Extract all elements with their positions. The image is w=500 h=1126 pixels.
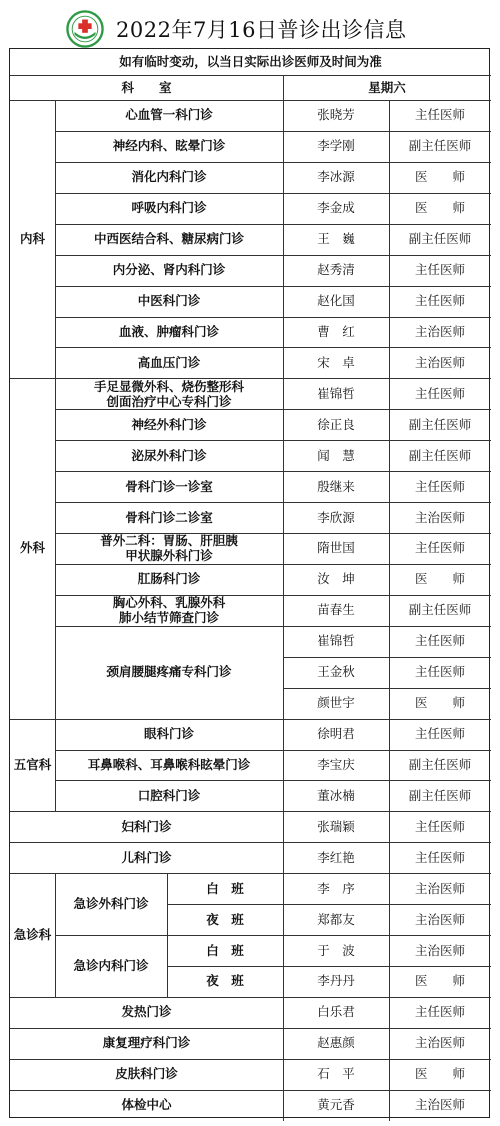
clinic-name: 急诊内科门诊: [73, 958, 149, 974]
clinic-name: 中医科门诊: [137, 293, 201, 309]
clinic-name: 颈肩腰腿疼痛专科门诊: [106, 664, 232, 680]
doctor-name: 王 巍: [317, 231, 355, 247]
doctor-name: 赵惠颜: [317, 1035, 355, 1051]
doctor-title: 副主任医师: [408, 756, 472, 772]
column-divider: [283, 688, 284, 719]
doctor-title: 主任医师: [414, 849, 465, 865]
doctor-name: 隋世国: [317, 540, 355, 556]
column-divider: [389, 842, 390, 873]
column-divider: [283, 440, 284, 471]
column-divider: [283, 966, 284, 997]
column-divider: [283, 378, 284, 409]
doctor-name: 张瑞颖: [317, 818, 355, 834]
column-divider: [389, 440, 390, 471]
doctor-name: 汝 坤: [317, 571, 355, 587]
column-divider: [389, 347, 390, 378]
column-divider: [167, 904, 168, 935]
clinic-name: 急诊外科门诊: [73, 896, 149, 912]
clinic-name: 肛肠科门诊: [137, 571, 201, 587]
column-divider: [283, 626, 284, 657]
header-department: 科 室: [121, 79, 172, 95]
category-label: 急诊科: [13, 927, 52, 943]
doctor-title: 副主任医师: [408, 416, 472, 432]
column-divider: [283, 100, 284, 131]
doctor-name: 曹 红: [317, 323, 355, 339]
clinic-name: 康复理疗科门诊: [102, 1035, 191, 1051]
column-divider: [167, 873, 168, 904]
column-divider: [389, 255, 390, 286]
column-divider: [389, 224, 390, 255]
column-divider: [389, 873, 390, 904]
clinic-name: 血液、肿瘤科门诊: [118, 323, 219, 339]
column-divider: [389, 595, 390, 626]
doctor-name: 闻 慧: [317, 447, 355, 463]
column-divider: [389, 780, 390, 811]
column-divider: [283, 409, 284, 440]
column-divider: [283, 873, 284, 904]
column-divider: [283, 533, 284, 564]
doctor-name: 崔锦哲: [317, 385, 355, 401]
column-divider: [283, 657, 284, 688]
clinic-name: 消化内科门诊: [131, 169, 207, 185]
column-divider: [389, 688, 390, 719]
doctor-title: 主任医师: [414, 107, 465, 123]
hospital-logo-icon: [66, 10, 104, 48]
doctor-title: 医 师: [414, 973, 465, 989]
column-divider: [283, 131, 284, 162]
column-divider: [389, 626, 390, 657]
clinic-name: 胸心外科、乳腺外科 肺小结节筛查门诊: [112, 595, 226, 626]
column-divider: [389, 193, 390, 224]
doctor-title: 主任医师: [414, 1004, 465, 1020]
column-divider: [283, 347, 284, 378]
column-divider: [389, 162, 390, 193]
clinic-name: 儿科门诊: [121, 849, 172, 865]
column-divider: [389, 131, 390, 162]
column-divider: [283, 842, 284, 873]
doctor-title: 副主任医师: [408, 602, 472, 618]
doctor-title: 主治医师: [414, 942, 465, 958]
doctor-title: 主任医师: [414, 478, 465, 494]
doctor-title: 主治医师: [414, 1035, 465, 1051]
column-divider: [283, 811, 284, 842]
column-divider: [389, 750, 390, 781]
clinic-name: 呼吸内科门诊: [131, 200, 207, 216]
doctor-name: 苗春生: [317, 602, 355, 618]
column-divider: [283, 997, 284, 1028]
doctor-title: 主治医师: [414, 880, 465, 896]
doctor-title: 医 师: [414, 695, 465, 711]
doctor-title: 主任医师: [414, 293, 465, 309]
doctor-title: 主任医师: [414, 262, 465, 278]
doctor-name: 李学刚: [317, 138, 355, 154]
column-divider: [283, 595, 284, 626]
doctor-name: 白乐君: [317, 1004, 355, 1020]
category-divider: [55, 873, 56, 997]
doctor-name: 郑都友: [317, 911, 355, 927]
clinic-name: 妇科门诊: [121, 818, 172, 834]
column-divider: [283, 317, 284, 348]
shift-label: 夜 班: [206, 911, 244, 927]
shift-label: 夜 班: [206, 973, 244, 989]
column-divider: [283, 224, 284, 255]
doctor-name: 李金成: [317, 200, 355, 216]
column-divider: [283, 1028, 284, 1059]
clinic-name: 心血管一科门诊: [125, 107, 213, 123]
doctor-title: 主治医师: [414, 323, 465, 339]
doctor-title: 主任医师: [414, 385, 465, 401]
column-divider: [389, 471, 390, 502]
category-divider: [55, 100, 56, 378]
doctor-name: 石 平: [317, 1066, 355, 1082]
header-column-divider: [283, 75, 284, 100]
clinic-name: 骨科门诊二诊室: [125, 509, 213, 525]
category-label: 五官科: [13, 756, 52, 772]
column-divider: [389, 1090, 390, 1121]
doctor-title: 主任医师: [414, 664, 465, 680]
column-divider: [283, 564, 284, 595]
clinic-name: 神经内科、眩晕门诊: [112, 138, 226, 154]
column-divider: [389, 904, 390, 935]
column-divider: [283, 502, 284, 533]
column-divider: [389, 966, 390, 997]
clinic-name: 泌尿外科门诊: [131, 447, 207, 463]
doctor-title: 主治医师: [414, 911, 465, 927]
column-divider: [389, 719, 390, 750]
doctor-title: 医 师: [414, 1066, 465, 1082]
doctor-title: 副主任医师: [408, 787, 472, 803]
column-divider: [283, 750, 284, 781]
column-divider: [389, 997, 390, 1028]
schedule-table: [9, 48, 490, 1118]
column-divider: [283, 1059, 284, 1090]
doctor-name: 李红艳: [317, 849, 355, 865]
doctor-name: 李欣源: [317, 509, 355, 525]
clinic-name: 发热门诊: [121, 1004, 172, 1020]
clinic-name: 普外二科：胃肠、肝胆胰 甲状腺外科门诊: [100, 533, 238, 564]
doctor-title: 副主任医师: [408, 447, 472, 463]
doctor-title: 医 师: [414, 200, 465, 216]
column-divider: [389, 502, 390, 533]
doctor-name: 黄元香: [317, 1097, 355, 1113]
doctor-title: 主任医师: [414, 726, 465, 742]
doctor-title: 主治医师: [414, 509, 465, 525]
doctor-title: 主治医师: [414, 1097, 465, 1113]
doctor-title: 副主任医师: [408, 138, 472, 154]
doctor-name: 王金秋: [317, 664, 355, 680]
doctor-title: 主治医师: [414, 354, 465, 370]
doctor-name: 于 波: [317, 942, 355, 958]
doctor-name: 李宝庆: [317, 756, 355, 772]
column-divider: [389, 564, 390, 595]
column-divider: [283, 1090, 284, 1121]
column-divider: [389, 533, 390, 564]
doctor-name: 崔锦哲: [317, 633, 355, 649]
clinic-name: 口腔科门诊: [137, 787, 201, 803]
doctor-name: 殷继来: [317, 478, 355, 494]
column-divider: [389, 935, 390, 966]
doctor-title: 主任医师: [414, 633, 465, 649]
column-divider: [167, 966, 168, 997]
category-label: 内科: [19, 231, 45, 247]
doctor-name: 赵化国: [317, 293, 355, 309]
doctor-name: 赵秀清: [317, 262, 355, 278]
header: [0, 0, 500, 48]
column-divider: [389, 317, 390, 348]
doctor-title: 主任医师: [414, 818, 465, 834]
doctor-title: 医 师: [414, 169, 465, 185]
doctor-name: 颜世宇: [317, 695, 355, 711]
category-divider: [55, 378, 56, 718]
clinic-name: 耳鼻喉科、耳鼻喉科眩晕门诊: [87, 756, 251, 772]
doctor-title: 副主任医师: [408, 231, 472, 247]
clinic-name: 手足显微外科、烧伤整形科 创面治疗中心专科门诊: [93, 378, 244, 409]
column-divider: [389, 657, 390, 688]
doctor-name: 董冰楠: [317, 787, 355, 803]
clinic-name: 体检中心: [121, 1097, 172, 1113]
doctor-name: 张晓芳: [317, 107, 355, 123]
clinic-name: 内分泌、肾内科门诊: [112, 262, 226, 278]
doctor-name: 李冰源: [317, 169, 355, 185]
category-divider: [55, 719, 56, 812]
clinic-name: 神经外科门诊: [131, 416, 207, 432]
column-divider: [283, 904, 284, 935]
column-divider: [389, 286, 390, 317]
column-divider: [283, 780, 284, 811]
page-title: 2022年7月16日普诊出诊信息: [116, 18, 407, 42]
column-divider: [283, 193, 284, 224]
column-divider: [283, 286, 284, 317]
doctor-name: 徐正良: [317, 416, 355, 432]
column-divider: [389, 100, 390, 131]
column-divider: [283, 471, 284, 502]
column-divider: [389, 409, 390, 440]
column-divider: [283, 719, 284, 750]
column-divider: [389, 1059, 390, 1090]
doctor-name: 李 序: [317, 880, 355, 896]
clinic-name: 骨科门诊一诊室: [125, 478, 213, 494]
notice-text: 如有临时变动，以当日实际出诊医师及时间为准: [119, 54, 382, 69]
doctor-name: 李丹丹: [317, 973, 355, 989]
clinic-name: 皮肤科门诊: [115, 1066, 178, 1082]
doctor-name: 徐明君: [317, 726, 355, 742]
doctor-title: 医 师: [414, 571, 465, 587]
category-label: 外科: [19, 540, 45, 556]
doctor-title: 主任医师: [414, 540, 465, 556]
column-divider: [389, 378, 390, 409]
column-divider: [283, 935, 284, 966]
doctor-name: 宋 卓: [317, 354, 355, 370]
column-divider: [283, 162, 284, 193]
clinic-name: 眼科门诊: [143, 726, 194, 742]
shift-label: 白 班: [206, 880, 244, 896]
column-divider: [167, 935, 168, 966]
column-divider: [389, 1028, 390, 1059]
column-divider: [283, 255, 284, 286]
column-divider: [389, 811, 390, 842]
header-day: 星期六: [368, 79, 406, 95]
clinic-name: 高血压门诊: [137, 354, 201, 370]
shift-label: 白 班: [206, 942, 244, 958]
clinic-name: 中西医结合科、糖尿病门诊: [93, 231, 244, 247]
